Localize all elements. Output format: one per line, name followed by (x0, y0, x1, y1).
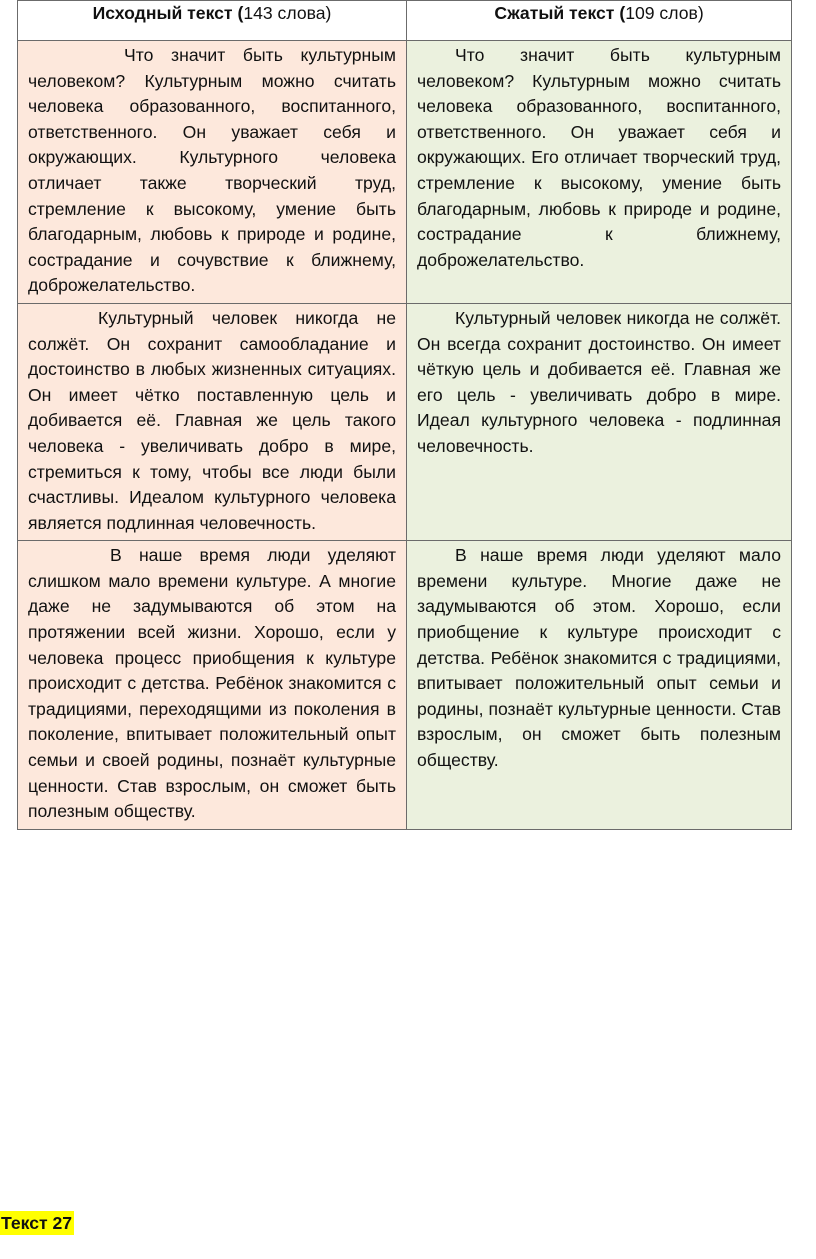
original-text-header (18, 1, 407, 41)
compressed-paragraph-1: Что значит быть культурным человеком? Культурным можно считать человека образованного, воспитанного, ответственного. Он уважает себя и окружающих. Его отличает творческий труд, стремление к высокому, умение быть благодарным, любовь к природе и родине, сострадание к ближнему, доброжелательство. (417, 45, 781, 270)
compressed-paragraph-cell (407, 303, 792, 540)
compressed-text-header (407, 1, 792, 41)
original-paragraph-cell (18, 303, 407, 540)
table-row (18, 541, 792, 830)
original-paragraph-3: В наше время люди уделяют слишком мало времени культуре. А многие даже не задумываются об этом на протяжении всей жизни. Хорошо, если у человека процесс приобщения к культуре происходит с детства. Ребёнок знакомится с традициями, переходящими из поколения в поколение, впитывает положительный опыт семьи и своей родины, познаёт культурные ценности. Став взрослым, он сможет быть полезным обществу. (28, 545, 396, 822)
original-paragraph-cell (18, 41, 407, 304)
original-header-bold: Исходный текст ( (92, 3, 244, 23)
comparison-table (17, 0, 792, 830)
original-paragraph-cell (18, 541, 407, 830)
compressed-paragraph-cell (407, 541, 792, 830)
compressed-header-bold: Сжатый текст ( (494, 3, 626, 23)
original-paragraph-1: Что значит быть культурным человеком? Культурным можно считать человека образованного, воспитанного, ответственного. Он уважает себя и окружающих. Культурного человека отличает также творческий труд, стремление к высокому, умение быть благодарным, любовь к природе и родине, сострадание и сочувствие к ближнему, доброжелательство. (28, 45, 396, 296)
text-number-label: Текст 27 (1, 1213, 73, 1233)
compressed-header-count: 109 слов) (625, 3, 704, 23)
compressed-paragraph-3: В наше время люди уделяют мало времени культуре. Многие даже не задумываются об этом. Хорошо, если приобщение к культуре происходит с детства. Ребёнок знакомится с традициями, впитывает положительный опыт семьи и родины, познаёт культурные ценности. Став взрослым, он сможет быть полезным обществу. (417, 545, 781, 771)
table-header-row (18, 1, 792, 41)
compressed-paragraph-cell (407, 41, 792, 304)
original-header-count: 143 слова) (243, 3, 332, 23)
original-paragraph-2: Культурный человек никогда не солжёт. Он сохранит самообладание и достоинство в любых жизненных ситуациях. Он имеет чётко поставленную цель и добивается её. Главная же цель такого человека - увеличивать добро в мире, стремиться к тому, чтобы все люди были счастливы. Идеалом культурного человека является подлинная человечность. (28, 307, 396, 533)
table-row (18, 41, 792, 304)
table-row (18, 303, 792, 540)
compressed-paragraph-2: Культурный человек никогда не солжёт. Он всегда сохранит достоинство. Он имеет чёткую цель и добивается её. Главная же его цель - увеличивать добро в мире. Идеал культурного человека - подлинная человечность. (417, 307, 781, 456)
